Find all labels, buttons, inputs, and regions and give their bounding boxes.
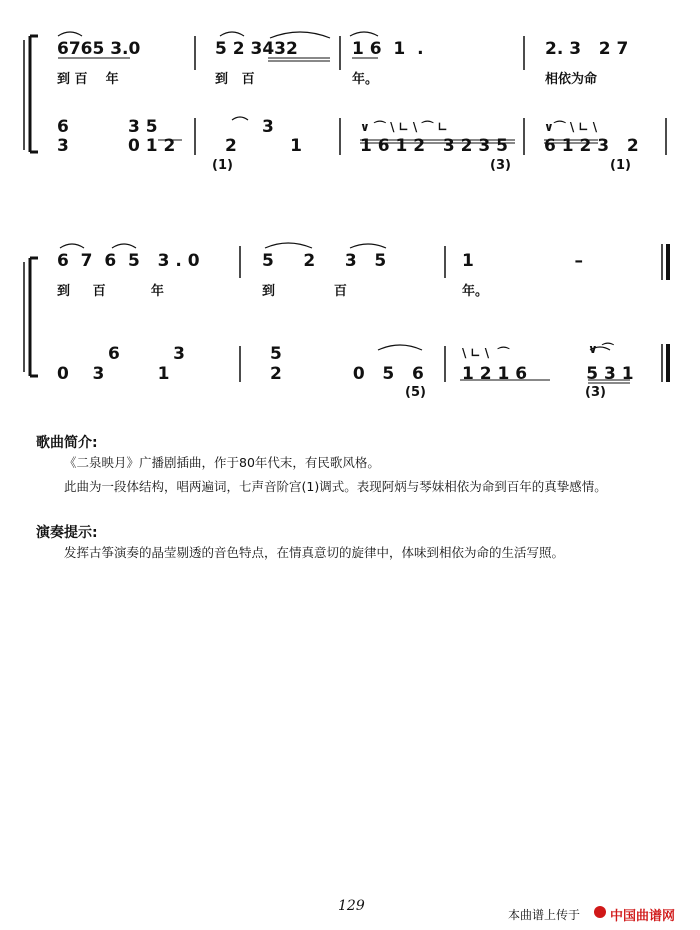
upper-accomp-6: 5 bbox=[270, 344, 282, 364]
lyric-6: 到 百 bbox=[262, 284, 347, 299]
melody-measure-6: 5 2 3 5 bbox=[262, 251, 387, 271]
fingering-2: (3) bbox=[490, 158, 511, 173]
tips-heading: 演奏提示: bbox=[36, 525, 98, 541]
tips-paragraph: 发挥古筝演奏的晶莹剔透的音色特点，在情真意切的旋律中，体味到相依为命的生活写照。 bbox=[64, 545, 565, 560]
upper-accomp-2: 3 bbox=[262, 117, 274, 137]
upper-accomp-1: 6 3 5 bbox=[57, 117, 158, 137]
melody-measure-1: 6765 3.0 bbox=[57, 39, 141, 59]
upper-accomp-5: 6 3 bbox=[108, 344, 185, 364]
source-label: 本曲谱上传于 bbox=[508, 908, 581, 922]
technique-marks-3: \ ∟ \ ⌒ bbox=[462, 346, 510, 360]
site-logo-icon bbox=[594, 906, 606, 918]
melody-measure-3: 1 6 1 . bbox=[352, 39, 424, 59]
melody-measure-7: 1 – bbox=[462, 251, 583, 271]
lower-accomp-1: 3 0 1 2 bbox=[57, 136, 176, 156]
melody-measure-4: 2. 3 2 7 bbox=[545, 39, 629, 59]
melody-measure-2: 5 2 3432 bbox=[215, 39, 298, 59]
lyric-5: 到 百 年 bbox=[57, 284, 164, 299]
lower-accomp-2: 2 1 bbox=[225, 136, 302, 156]
technique-marks-2: ∨⌒ \ ∟ \ bbox=[544, 120, 598, 134]
fingering-4: (5) bbox=[405, 385, 426, 400]
lower-accomp-6: 2 0 5 6 bbox=[270, 364, 424, 384]
lower-accomp-3: 1 6 1 2 3 2 3 5 bbox=[360, 136, 508, 156]
lower-accomp-5: 0 3 1 bbox=[57, 364, 170, 384]
lower-accomp-4: 6 1 2 3 2 bbox=[544, 136, 639, 156]
lyric-2: 到 百 bbox=[215, 72, 255, 87]
lyric-3: 年。 bbox=[352, 72, 379, 87]
site-link[interactable]: 中国曲谱网 bbox=[610, 909, 676, 924]
lyric-4: 相依为命 bbox=[545, 72, 598, 87]
page-number: 129 bbox=[338, 898, 365, 914]
technique-marks-4: ∨ ⌒ bbox=[588, 342, 614, 356]
lyric-1: 到 百 年 bbox=[57, 72, 119, 87]
fingering-3: (1) bbox=[610, 158, 631, 173]
intro-heading: 歌曲简介: bbox=[36, 435, 98, 451]
intro-paragraph-2: 此曲为一段体结构，唱两遍词，七声音阶宫(1)调式。表现阿炳与琴妹相依为命到百年的真挚感情。 bbox=[64, 479, 607, 494]
fingering-1: (1) bbox=[212, 158, 233, 173]
lower-accomp-7: 1 2 1 6 5 3 1 bbox=[462, 364, 634, 384]
lyric-7: 年。 bbox=[462, 284, 489, 299]
intro-paragraph-1: 《二泉映月》广播剧插曲，作于80年代末，有民歌风格。 bbox=[64, 455, 380, 470]
melody-measure-5: 6 7 6 5 3 . 0 bbox=[57, 251, 200, 271]
fingering-5: (3) bbox=[585, 385, 606, 400]
technique-marks-1: ∨ ⌒ \ ∟ \ ⌒ ∟ bbox=[360, 120, 448, 134]
